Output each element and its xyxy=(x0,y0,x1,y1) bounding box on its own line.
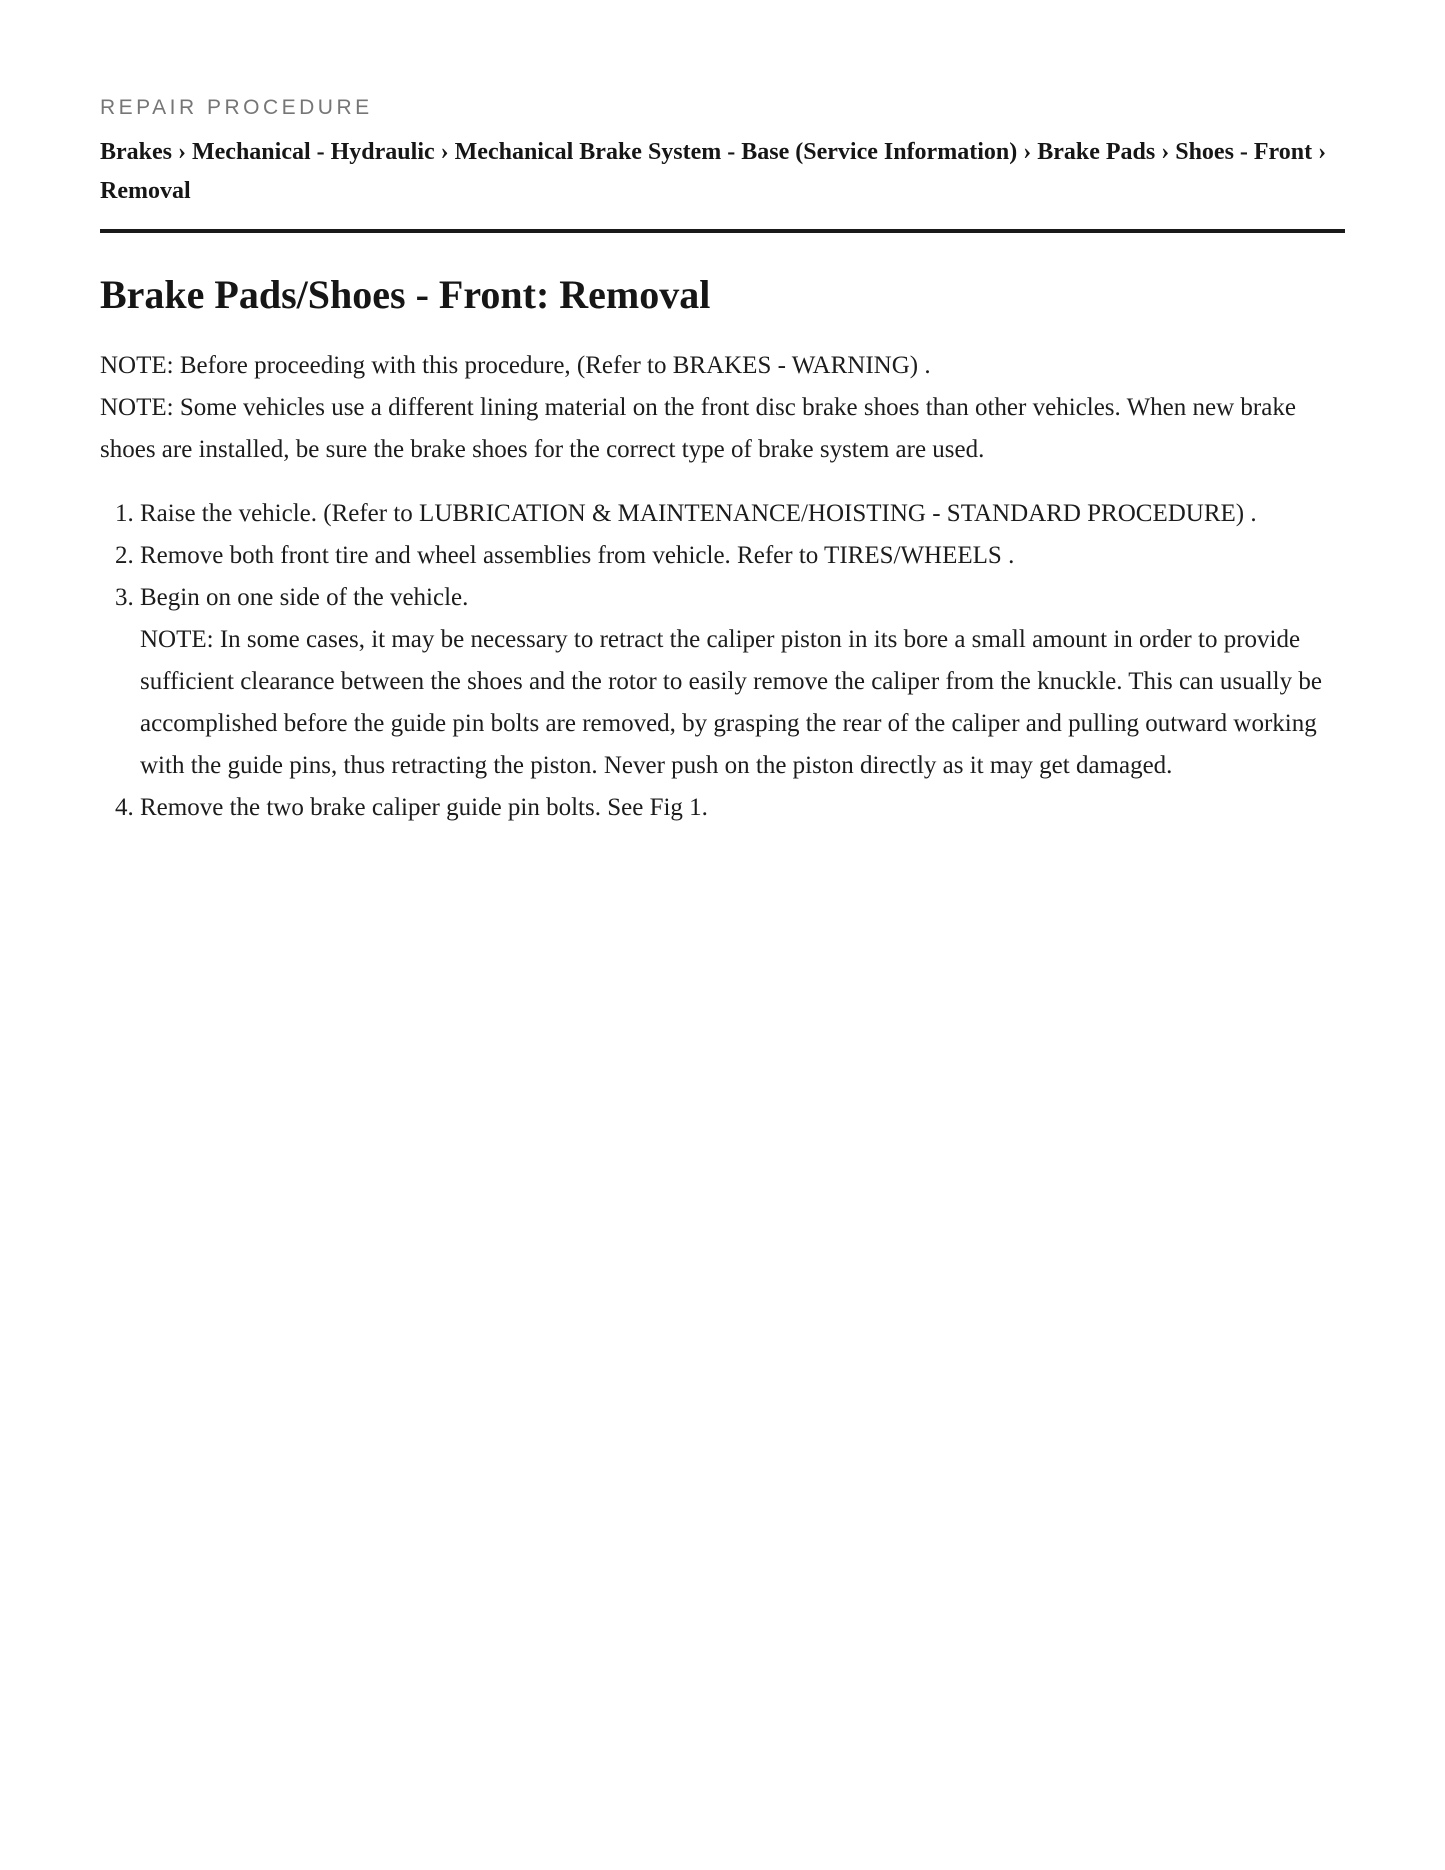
breadcrumb-separator: › xyxy=(1161,139,1176,165)
breadcrumb-item[interactable]: Brakes xyxy=(100,139,172,165)
document-page xyxy=(0,0,1445,829)
breadcrumb xyxy=(100,133,1345,233)
step-text: Raise the vehicle. (Refer to LUBRICATION & MAINTENANCE/HOISTING - STANDARD PROCEDURE) . xyxy=(140,500,1257,527)
procedure-step xyxy=(140,787,1345,829)
breadcrumb-item[interactable]: Mechanical - Hydraulic xyxy=(192,139,435,165)
breadcrumb-separator: › xyxy=(1023,139,1038,165)
procedure-steps xyxy=(100,493,1345,829)
breadcrumb-item-current: Removal xyxy=(100,178,191,204)
procedure-step xyxy=(140,535,1345,577)
section-kicker: REPAIR PROCEDURE xyxy=(100,96,373,119)
step-text: Remove both front tire and wheel assemblies from vehicle. Refer to TIRES/WHEELS . xyxy=(140,542,1015,569)
procedure-step xyxy=(140,493,1345,535)
step-text: Remove the two brake caliper guide pin bolts. See Fig 1. xyxy=(140,794,708,821)
notes-section xyxy=(100,345,1345,471)
procedure-step xyxy=(140,577,1345,787)
step-text: Begin on one side of the vehicle. xyxy=(140,584,469,611)
breadcrumb-item[interactable]: Brake Pads xyxy=(1037,139,1156,165)
page-title: Brake Pads/Shoes - Front: Removal xyxy=(100,272,711,317)
breadcrumb-item[interactable]: Shoes - Front xyxy=(1175,139,1313,165)
step-note: NOTE: In some cases, it may be necessary to retract the caliper piston in its bore a small amount in order to provide sufficient clearance between the shoes and the rotor to easily remove the caliper from the knuckle. This can usually be accomplished before the guide pin bolts are removed, by grasping the rear of the caliper and pulling outward working with the guide pins, thus retracting the piston. Never push on the piston directly as it may get damaged. xyxy=(140,626,1322,779)
breadcrumb-separator: › xyxy=(178,139,192,165)
breadcrumb-item[interactable]: Mechanical Brake System - Base (Service Information) xyxy=(454,139,1018,165)
breadcrumb-separator: › xyxy=(440,139,455,165)
warning-note: NOTE: Before proceeding with this procedure, (Refer to BRAKES - WARNING) . xyxy=(100,352,931,379)
breadcrumb-separator: › xyxy=(1318,139,1327,165)
lining-note: NOTE: Some vehicles use a different lining material on the front disc brake shoes than other vehicles. When new brake shoes are installed, be sure the brake shoes for the correct type of brake system are used. xyxy=(100,394,1296,463)
